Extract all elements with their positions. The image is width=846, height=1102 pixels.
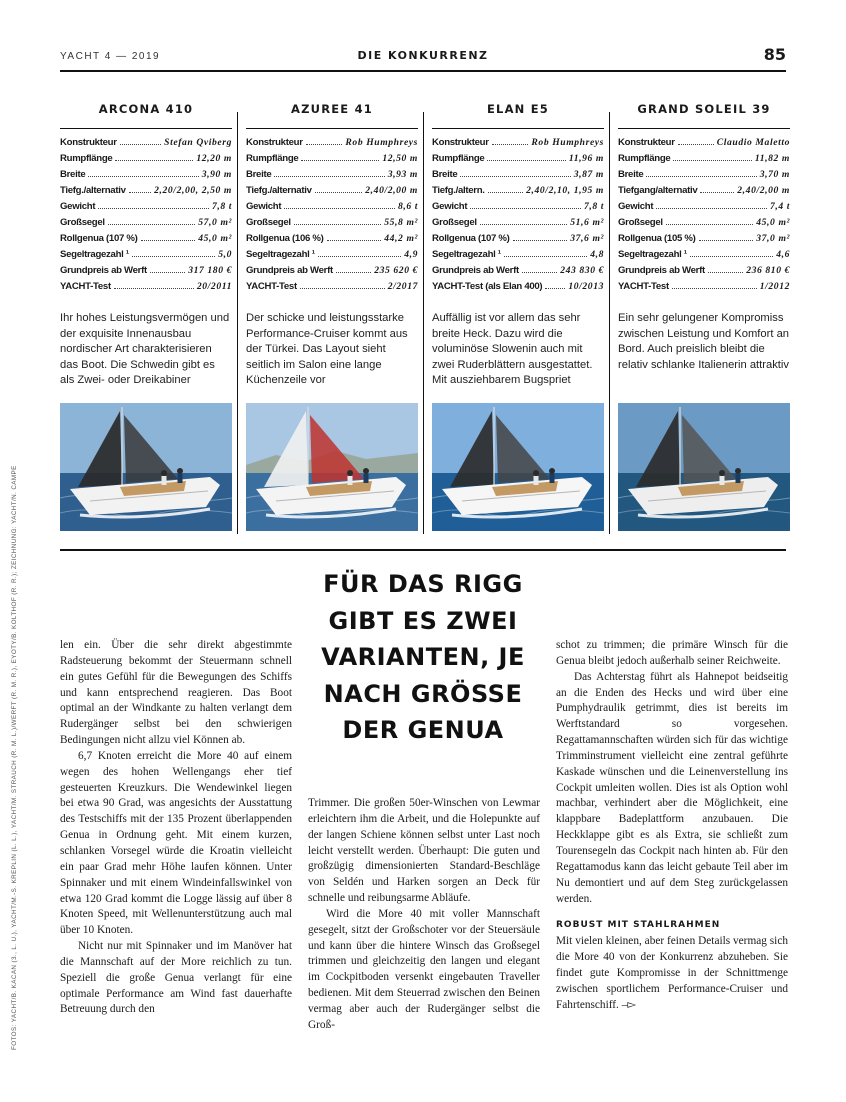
pull-quote-line: DER GENUA [342, 716, 504, 744]
spec-value: 3,70 m [759, 169, 790, 180]
spec-label: Rumpflänge [432, 153, 485, 164]
article-column-3 [556, 638, 788, 1014]
spec-row [60, 185, 232, 201]
spec-value: 236 810 € [746, 265, 790, 276]
dot-leader [545, 288, 565, 289]
spec-value: 3,90 m [201, 169, 232, 180]
spec-row [246, 169, 418, 185]
pull-quote-line: VARIANTEN, JE [321, 643, 525, 671]
header-rule [60, 70, 786, 72]
continue-arrow-icon: –▻ [621, 998, 637, 1011]
spec-label: Rumpflänge [60, 153, 113, 164]
spec-label: Segeltragezahl ¹ [246, 249, 315, 260]
boat-photo [618, 403, 790, 531]
boat-name-rule [60, 128, 232, 129]
article-paragraph: 6,7 Knoten erreicht die More 40 auf einem wegen des hohen Wellengangs eher tief gesteuerten Kreuzkurs. Die Wendewinkel liegen bei etwa 90 Grad, was angesichts der Ausstattung des Testschiffs mit der 135 Prozent überlappenden Genua in Ordnung geht. Mit einem kurzen, schlanken Vorsegel würde die Kroatin vielleicht ein paar Grad mehr Höhe laufen können. Unter Spinnaker und mit einem Windeinfallswinkel von etwa 120 Grad kommt die Logge lässig auf über 8 Knoten Speed, mit Wellenunterstützung auch mal über 10 Knoten. [60, 749, 292, 937]
spec-row [246, 249, 418, 265]
spec-row [246, 201, 418, 217]
dot-leader [672, 288, 757, 289]
spec-value: 235 620 € [374, 265, 418, 276]
spec-row [60, 217, 232, 233]
dot-leader [120, 144, 162, 145]
boat-name: ARCONA 410 [98, 102, 194, 116]
spec-label: Großsegel [432, 217, 477, 228]
spec-value: 2/2017 [387, 281, 418, 292]
spec-label: Breite [60, 169, 86, 180]
spec-value: 2,40/2,10, 1,95 m [526, 185, 604, 196]
spec-label: Grundpreis ab Werft [246, 265, 333, 276]
article-column-1 [60, 638, 292, 1018]
spec-value: 51,6 m² [570, 217, 604, 228]
dot-leader [522, 272, 557, 273]
spec-value: 1/2012 [759, 281, 790, 292]
sailboat-image [618, 403, 790, 531]
pull-quote-line: GIBT ES ZWEI [328, 606, 518, 635]
dot-leader [141, 240, 196, 241]
spec-value: 4,9 [404, 249, 418, 260]
spec-row [618, 281, 790, 297]
spec-row [432, 169, 604, 185]
column-divider [423, 112, 424, 534]
spec-label: Segeltragezahl ¹ [60, 249, 129, 260]
article-paragraph: len ein. Über die sehr direkt abgestimmte Radsteuerung bekommt der Steuermann schnell ein gutes Gefühl für die Bewegungen des Schiffs und kann entsprechend reagieren. Das Boot optimal an der Windkante zu halten verlangt dem Rudergänger selbst bei den schwierigen Bedingungen nicht allzu viel Können ab. [60, 639, 292, 747]
dot-leader [88, 176, 198, 177]
pull-quote-line: NACH GRÖSSE [323, 679, 523, 708]
spec-value: 3,93 m [387, 169, 418, 180]
sailboat-image [246, 403, 418, 531]
page-number: 85 [763, 45, 786, 64]
spec-row [618, 265, 790, 281]
spec-value: 2,40/2,00 m [737, 185, 790, 196]
spec-list [618, 137, 790, 297]
pull-quote [300, 566, 546, 749]
dot-leader [318, 256, 401, 257]
spec-value: Rob Humphreys [345, 137, 418, 148]
article-column-2 [308, 796, 540, 1034]
pull-quote-line: FÜR DAS RIGG [323, 570, 523, 598]
spec-label: YACHT-Test [618, 281, 669, 292]
spec-label: Grundpreis ab Werft [432, 265, 519, 276]
spec-row [246, 217, 418, 233]
article-paragraph: Das Achterstag führt als Hahnepot beidseitig an die Enden des Hecks und wird über eine Pumphydraulik getrimmt, dies ist bereits im Werftstandard so vorgesehen. Regattamannschaften würden sich für das wichtige Trimminstrument vielleicht eine zentral geführte Kaskade wünschen und die Leinenverstellung ins Cockpit umleiten wollen. Dies ist als Option wohl machbar, verhindert aber die Möglichkeit, eine klappbare Badeplattform anzubauen. Die Heckklappe gibt es als Extra, sie schließt zum Tourensegeln das Cockpit nach hinten ab. Für den Regattamodus kann das leicht gebaute Teil aber im Nu demontiert und auf dem Steg zurückgelassen werden. [556, 670, 788, 905]
dot-leader [513, 240, 568, 241]
spec-label: Großsegel [60, 217, 105, 228]
boat-name-rule [618, 128, 790, 129]
article-paragraph: Nicht nur mit Spinnaker und im Manöver hat die Mannschaft auf der More reichlich zu tun. Speziell die große Genua verlangt für eine optimale Performance am Wind fast dauerhafte Betreuung durch den [60, 940, 292, 1016]
boat-name-rule [432, 128, 604, 129]
boat-name: AZUREE 41 [291, 102, 373, 116]
spec-value: 4,8 [590, 249, 604, 260]
column-divider [237, 112, 238, 534]
spec-row [618, 249, 790, 265]
dot-leader [487, 160, 565, 161]
dot-leader [294, 224, 382, 225]
spec-row [432, 281, 604, 297]
spec-value: 37,6 m² [570, 233, 604, 244]
spec-row [60, 249, 232, 265]
section-title: DIE KONKURRENZ [357, 49, 489, 62]
spec-label: Grundpreis ab Werft [618, 265, 705, 276]
spec-row [618, 169, 790, 185]
spec-label: Großsegel [618, 217, 663, 228]
spec-label: Grundpreis ab Werft [60, 265, 147, 276]
spec-list [246, 137, 418, 297]
spec-value: Rob Humphreys [531, 137, 604, 148]
spec-list [432, 137, 604, 297]
spec-value: 55,8 m² [384, 217, 418, 228]
spec-row [60, 233, 232, 249]
boat-photo [60, 403, 232, 531]
dot-leader [488, 192, 523, 193]
spec-label: Konstrukteur [246, 137, 303, 148]
spec-row [246, 137, 418, 153]
dot-leader [301, 160, 379, 161]
spec-row [246, 265, 418, 281]
dot-leader [690, 256, 773, 257]
spec-list [60, 137, 232, 297]
spec-value: 37,0 m² [756, 233, 790, 244]
spec-value: 3,87 m [573, 169, 604, 180]
boat-description: Ihr hohes Leistungsvermögen und der exquisite Innenausbau nordischer Art charakterisieren das Boot. Die Schwedin gibt es als Zwei- oder Dreikabiner [60, 312, 230, 386]
spec-label: Tiefg./alternativ [246, 185, 312, 196]
boat-column [60, 102, 232, 531]
spec-row [432, 137, 604, 153]
spec-label: Breite [432, 169, 458, 180]
dot-leader [673, 160, 751, 161]
spec-value: Stefan Qviberg [164, 137, 232, 148]
dot-leader [656, 208, 767, 209]
spec-row [618, 201, 790, 217]
spec-row [60, 153, 232, 169]
spec-value: 2,20/2,00, 2,50 m [154, 185, 232, 196]
spec-label: Rollgenua (107 %) [60, 233, 138, 244]
article-paragraph: Trimmer. Die großen 50er-Winschen von Lewmar erleichtern ihm die Arbeit, und die Holepunkte auf der langen Schiene können selbst unter Last noch leicht verstellt werden. Überhaupt: Die guten und großzügig dimensionierten Standard-Beschläge von Seldén und Harken sorgen an Deck für schnelle und reibungsarme Abläufe. [308, 797, 540, 905]
spec-value: 45,0 m² [756, 217, 790, 228]
spec-label: YACHT-Test [60, 281, 111, 292]
boat-name-rule [246, 128, 418, 129]
dot-leader [306, 144, 343, 145]
dot-leader [646, 176, 756, 177]
spec-label: Rollgenua (107 %) [432, 233, 510, 244]
section-rule [60, 549, 786, 551]
spec-value: 4,6 [776, 249, 790, 260]
dot-leader [327, 240, 382, 241]
spec-label: Rumpflänge [246, 153, 299, 164]
boat-name: ELAN E5 [487, 102, 549, 116]
spec-value: 10/2013 [568, 281, 604, 292]
spec-row [60, 281, 232, 297]
dot-leader [108, 224, 196, 225]
article-paragraph: schot zu trimmen; die primäre Winsch für die Genua bleibt jedoch außerhalb seiner Reichweite. [556, 639, 788, 667]
spec-value: 20/2011 [196, 281, 232, 292]
spec-value: 57,0 m² [198, 217, 232, 228]
spec-label: Tiefgang/alternativ [618, 185, 698, 196]
spec-row [60, 265, 232, 281]
spec-row [432, 153, 604, 169]
dot-leader [492, 144, 529, 145]
spec-label: Konstrukteur [432, 137, 489, 148]
spec-label: Gewicht [432, 201, 468, 212]
dot-leader [274, 176, 384, 177]
boat-name: GRAND SOLEIL 39 [637, 102, 771, 116]
photo-credit: FOTOS: YACHT/B. KACAN (3., L. U.), YACHT/M.-S. KREPLIN (L. L.), YACHT/M. STRAUCH (R. M. L.)/WERFT (R. M. R.), EYOTY/B. KOLTHOF (R. R.); ZEICHNUNG: YACHT/N. CAMPE [11, 465, 18, 1050]
issue-label: YACHT 4 — 2019 [60, 51, 161, 62]
spec-value: 7,8 t [211, 201, 232, 212]
boat-column [246, 102, 418, 531]
spec-value: 12,50 m [382, 153, 418, 164]
spec-row [618, 137, 790, 153]
spec-value: 5,0 [218, 249, 232, 260]
spec-label: Segeltragezahl ¹ [432, 249, 501, 260]
spec-value: 11,82 m [754, 153, 790, 164]
spec-row [618, 153, 790, 169]
spec-label: Gewicht [246, 201, 282, 212]
spec-label: YACHT-Test (als Elan 400) [432, 281, 543, 292]
boat-description: Auffällig ist vor allem das sehr breite Heck. Dazu wird die voluminöse Slowenin auch mit zwei Ruderblättern ausgestattet. Mit ausziehbarem Bugspriet [432, 312, 593, 386]
dot-leader [115, 160, 193, 161]
spec-value: 7,8 t [583, 201, 604, 212]
spec-label: Tiefg./altern. [432, 185, 485, 196]
spec-value: 11,96 m [568, 153, 604, 164]
dot-leader [284, 208, 395, 209]
spec-value: Claudio Maletto [716, 137, 790, 148]
dot-leader [114, 288, 194, 289]
spec-row [246, 233, 418, 249]
spec-label: Breite [618, 169, 644, 180]
spec-value: 44,2 m² [384, 233, 418, 244]
spec-row [432, 233, 604, 249]
spec-row [246, 153, 418, 169]
spec-label: Konstrukteur [618, 137, 675, 148]
dot-leader [98, 208, 209, 209]
spec-label: Rumpflänge [618, 153, 671, 164]
spec-value: 317 180 € [188, 265, 232, 276]
boat-description: Der schicke und leistungsstarke Performance-Cruiser kommt aus der Türkei. Das Layout sieht seitlich im Salon eine lange Küchenzeile vor [246, 312, 408, 386]
spec-row [432, 217, 604, 233]
boat-column [432, 102, 604, 531]
spec-label: Segeltragezahl ¹ [618, 249, 687, 260]
spec-label: Gewicht [618, 201, 654, 212]
spec-label: Großsegel [246, 217, 291, 228]
dot-leader [129, 192, 151, 193]
spec-row [60, 137, 232, 153]
article-paragraph-text: Mit vielen kleinen, aber feinen Details vermag sich die More 40 von der Konkurrenz abzuheben. Sie findet gute Kompromisse in der Schnittmenge zwischen sportlichem Performance-Cruiser und Fahrtenschiff. [556, 935, 788, 1011]
spec-label: Rollgenua (105 %) [618, 233, 696, 244]
spec-value: 12,20 m [196, 153, 232, 164]
spec-value: 2,40/2,00 m [365, 185, 418, 196]
spec-value: 8,6 t [397, 201, 418, 212]
dot-leader [470, 208, 581, 209]
column-divider [609, 112, 610, 534]
dot-leader [150, 272, 185, 273]
sailboat-image [60, 403, 232, 531]
spec-row [246, 185, 418, 201]
spec-value: 243 830 € [560, 265, 604, 276]
boat-photo [246, 403, 418, 531]
dot-leader [504, 256, 587, 257]
dot-leader [678, 144, 714, 145]
dot-leader [336, 272, 371, 273]
spec-row [618, 217, 790, 233]
spec-row [432, 201, 604, 217]
spec-value: 7,4 t [769, 201, 790, 212]
article-paragraph: Wird die More 40 mit voller Mannschaft gesegelt, sitzt der Großschoter vor der Steuersäule und kann über die hintere Winsch das Großsegel trimmen und gleichzeitig den langen und elegant im Cockpitboden versenkt eingebauten Traveller bedienen. Mit dem Steuerrad zwischen den Beinen vermag aber auch der Rudergänger selbst die Groß- [308, 907, 540, 1031]
dot-leader [300, 288, 385, 289]
dot-leader [460, 176, 570, 177]
spec-row [60, 169, 232, 185]
spec-row [432, 185, 604, 201]
article-paragraph [556, 934, 788, 1013]
sailboat-image [432, 403, 604, 531]
spec-label: Tiefg./alternativ [60, 185, 126, 196]
spec-label: Breite [246, 169, 272, 180]
dot-leader [708, 272, 743, 273]
spec-row [618, 233, 790, 249]
dot-leader [700, 192, 734, 193]
spec-row [432, 265, 604, 281]
spec-row [432, 249, 604, 265]
spec-label: YACHT-Test [246, 281, 297, 292]
spec-label: Gewicht [60, 201, 96, 212]
spec-value: 45,0 m² [198, 233, 232, 244]
spec-row [246, 281, 418, 297]
boat-photo [432, 403, 604, 531]
spec-row [60, 201, 232, 217]
article-subhead: ROBUST MIT STAHLRAHMEN [556, 920, 721, 931]
dot-leader [315, 192, 363, 193]
boat-column [618, 102, 790, 531]
dot-leader [666, 224, 754, 225]
boat-description: Ein sehr gelungener Kompromiss zwischen Leistung und Komfort an Bord. Auch preislich bleibt die relativ schlanke Italienerin attraktiv [618, 312, 790, 371]
spec-label: Rollgenua (106 %) [246, 233, 324, 244]
dot-leader [132, 256, 215, 257]
spec-label: Konstrukteur [60, 137, 117, 148]
dot-leader [699, 240, 754, 241]
dot-leader [480, 224, 568, 225]
spec-row [618, 185, 790, 201]
